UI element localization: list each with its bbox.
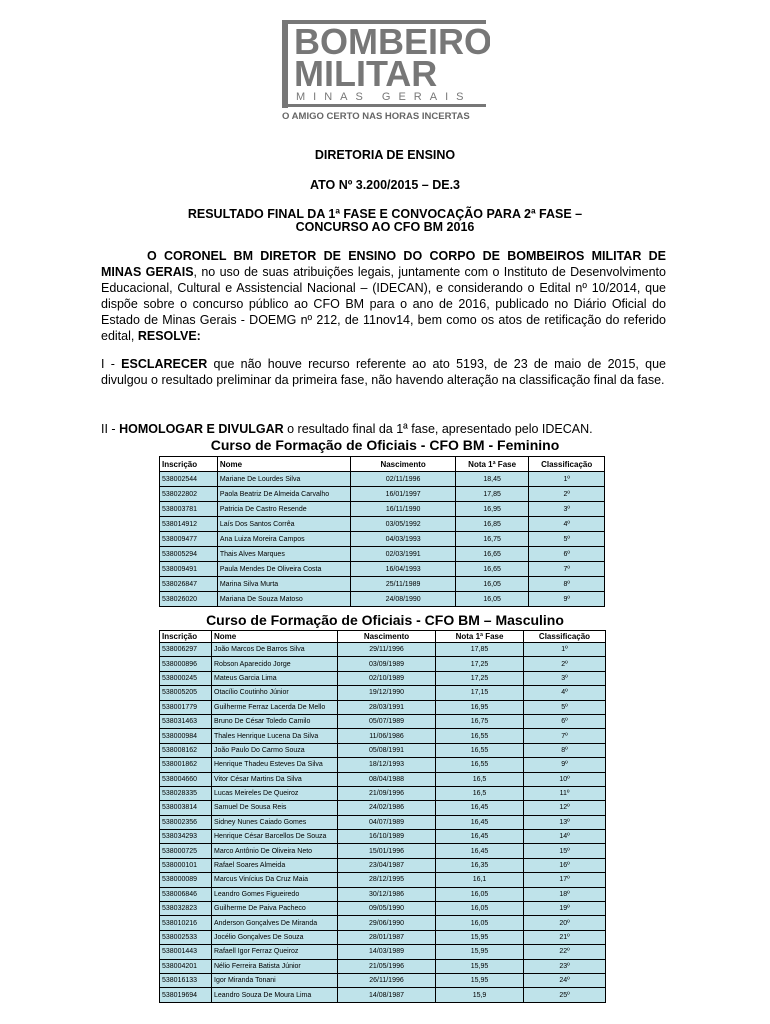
cell-classificacao: 5º <box>529 532 605 547</box>
cell-nota: 16,55 <box>436 729 524 743</box>
col-nascimento: Nascimento <box>351 457 456 472</box>
table-feminino <box>159 456 605 607</box>
cell-inscricao: 538031463 <box>160 714 212 728</box>
table-row <box>160 873 606 887</box>
cell-classificacao: 3º <box>524 671 606 685</box>
cell-classificacao: 11º <box>524 786 606 800</box>
cell-classificacao: 8º <box>524 743 606 757</box>
cell-nascimento: 16/04/1993 <box>351 562 456 577</box>
cell-nota: 17,85 <box>436 643 524 657</box>
p3-text: o resultado final da 1ª fase, apresentado pelo IDECAN. <box>283 422 593 436</box>
table-row <box>160 830 606 844</box>
table-row <box>160 930 606 944</box>
cell-classificacao: 3º <box>529 502 605 517</box>
table-row <box>160 502 605 517</box>
cell-nota: 17,15 <box>436 686 524 700</box>
cell-inscricao: 538001443 <box>160 945 212 959</box>
p2-text: que não houve recurso referente ao ato 5193, de 23 de maio de 2015, que divulgou o resultado preliminar da primeira fase, não havendo alteração na classificação final da fase. <box>101 357 666 387</box>
cell-nome: Marina Silva Murta <box>217 577 351 592</box>
cell-classificacao: 17º <box>524 873 606 887</box>
table-row <box>160 671 606 685</box>
cell-classificacao: 1º <box>524 643 606 657</box>
cell-classificacao: 10º <box>524 772 606 786</box>
cell-nota: 16,65 <box>455 547 528 562</box>
table-row <box>160 487 605 502</box>
cell-nome: Sidney Nunes Caiado Gomes <box>212 815 338 829</box>
cell-nome: Mateus Garcia Lima <box>212 671 338 685</box>
cell-nota: 18,45 <box>455 472 528 487</box>
table-row <box>160 714 606 728</box>
cell-nome: Lucas Meireles De Queiroz <box>212 786 338 800</box>
bombeiro-militar-logo <box>280 20 490 120</box>
cell-nota: 16,05 <box>436 887 524 901</box>
cell-nascimento: 19/12/1990 <box>338 686 436 700</box>
cell-classificacao: 20º <box>524 916 606 930</box>
cell-nascimento: 05/07/1989 <box>338 714 436 728</box>
cell-nascimento: 04/07/1989 <box>338 815 436 829</box>
cell-classificacao: 23º <box>524 959 606 973</box>
table-row <box>160 844 606 858</box>
table-row <box>160 729 606 743</box>
cell-nascimento: 21/09/1996 <box>338 786 436 800</box>
cell-inscricao: 538014912 <box>160 517 218 532</box>
cell-nota: 16,1 <box>436 873 524 887</box>
cell-nota: 16,05 <box>455 577 528 592</box>
cell-inscricao: 538000896 <box>160 657 212 671</box>
cell-nascimento: 16/11/1990 <box>351 502 456 517</box>
cell-inscricao: 538003814 <box>160 801 212 815</box>
cell-classificacao: 8º <box>529 577 605 592</box>
cell-nascimento: 28/01/1987 <box>338 930 436 944</box>
cell-nascimento: 09/05/1990 <box>338 902 436 916</box>
cell-nome: Rafaell Igor Ferraz Queiroz <box>212 945 338 959</box>
col-nome: Nome <box>212 631 338 643</box>
cell-classificacao: 5º <box>524 700 606 714</box>
p1-bold: O CORONEL BM DIRETOR DE ENSINO DO CORPO DE BOMBEIROS MILITAR DE MINAS GERAIS <box>101 249 666 279</box>
cell-nome: Anderson Gonçalves De Miranda <box>212 916 338 930</box>
col-nome: Nome <box>217 457 351 472</box>
table-row <box>160 517 605 532</box>
cell-inscricao: 538034293 <box>160 830 212 844</box>
cell-inscricao: 538009491 <box>160 562 218 577</box>
cell-nascimento: 14/03/1989 <box>338 945 436 959</box>
cell-nota: 16,45 <box>436 844 524 858</box>
cell-nascimento: 03/09/1989 <box>338 657 436 671</box>
col-classificacao: Classificação <box>524 631 606 643</box>
cell-nascimento: 29/11/1996 <box>338 643 436 657</box>
act-number: ATO Nº 3.200/2015 – DE.3 <box>309 178 461 192</box>
logo-line2: MILITAR <box>294 53 438 94</box>
cell-classificacao: 6º <box>524 714 606 728</box>
cell-nome: Jocélio Gonçalves De Souza <box>212 930 338 944</box>
cell-inscricao: 538002544 <box>160 472 218 487</box>
cell-nome: Guilherme De Paiva Pacheco <box>212 902 338 916</box>
table-row <box>160 988 606 1002</box>
cell-nome: Thales Henrique Lucena Da Silva <box>212 729 338 743</box>
cell-nome: Guilherme Ferraz Lacerda De Mello <box>212 700 338 714</box>
cell-nome: Henrique César Barcellos De Souza <box>212 830 338 844</box>
cell-nota: 16,35 <box>436 858 524 872</box>
cell-nome: Marco Antônio De Oliveira Neto <box>212 844 338 858</box>
cell-nascimento: 14/08/1987 <box>338 988 436 1002</box>
table-fem-title: Curso de Formação de Oficiais - CFO BM - Feminino <box>210 437 560 453</box>
table-row <box>160 562 605 577</box>
table-row <box>160 577 605 592</box>
cell-nome: Robson Aparecido Jorge <box>212 657 338 671</box>
cell-nascimento: 28/12/1995 <box>338 873 436 887</box>
cell-nascimento: 02/10/1989 <box>338 671 436 685</box>
cell-inscricao: 538010216 <box>160 916 212 930</box>
col-nota: Nota 1ª Fase <box>436 631 524 643</box>
cell-nascimento: 04/03/1993 <box>351 532 456 547</box>
cell-classificacao: 1º <box>529 472 605 487</box>
cell-nascimento: 16/10/1989 <box>338 830 436 844</box>
cell-inscricao: 538001779 <box>160 700 212 714</box>
cell-nascimento: 21/05/1996 <box>338 959 436 973</box>
cell-classificacao: 4º <box>529 517 605 532</box>
cell-inscricao: 538009477 <box>160 532 218 547</box>
table-row <box>160 700 606 714</box>
cell-classificacao: 7º <box>524 729 606 743</box>
cell-nota: 16,45 <box>436 830 524 844</box>
table-row <box>160 758 606 772</box>
cell-nota: 16,55 <box>436 743 524 757</box>
cell-nome: Paola Beatriz De Almeida Carvalho <box>217 487 351 502</box>
table-row <box>160 916 606 930</box>
cell-inscricao: 538008162 <box>160 743 212 757</box>
col-classificacao: Classificação <box>529 457 605 472</box>
cell-nome: Marcus Vinícius Da Cruz Maia <box>212 873 338 887</box>
cell-nota: 16,05 <box>436 902 524 916</box>
cell-nome: Otacílio Coutinho Júnior <box>212 686 338 700</box>
cell-nome: Leandro Souza De Moura Lima <box>212 988 338 1002</box>
cell-classificacao: 4º <box>524 686 606 700</box>
table-row <box>160 858 606 872</box>
cell-nota: 16,75 <box>455 532 528 547</box>
cell-classificacao: 6º <box>529 547 605 562</box>
cell-classificacao: 7º <box>529 562 605 577</box>
table-row <box>160 959 606 973</box>
p1-resolve: RESOLVE: <box>137 329 201 343</box>
cell-nome: Bruno De César Toledo Camilo <box>212 714 338 728</box>
cell-classificacao: 13º <box>524 815 606 829</box>
logo-tagline: O AMIGO CERTO NAS HORAS INCERTAS <box>282 111 470 120</box>
p2-prefix: I - <box>101 357 122 371</box>
cell-inscricao: 538001862 <box>160 758 212 772</box>
table-row <box>160 801 606 815</box>
cell-classificacao: 21º <box>524 930 606 944</box>
cell-inscricao: 538026847 <box>160 577 218 592</box>
cell-nota: 15,95 <box>436 945 524 959</box>
table-row <box>160 743 606 757</box>
cell-nota: 16,45 <box>436 815 524 829</box>
cell-nota: 17,25 <box>436 657 524 671</box>
cell-inscricao: 538026020 <box>160 592 218 607</box>
cell-nome: Igor Miranda Tonani <box>212 973 338 987</box>
cell-inscricao: 538028335 <box>160 786 212 800</box>
table-row <box>160 532 605 547</box>
table-row <box>160 657 606 671</box>
subject-line2: CONCURSO AO CFO BM 2016 <box>295 220 475 234</box>
cell-nome: Leandro Gomes Figueiredo <box>212 887 338 901</box>
cell-nascimento: 29/06/1990 <box>338 916 436 930</box>
cell-inscricao: 538000245 <box>160 671 212 685</box>
cell-nascimento: 30/12/1986 <box>338 887 436 901</box>
cell-nome: Laís Dos Santos Corrêa <box>217 517 351 532</box>
cell-inscricao: 538002356 <box>160 815 212 829</box>
cell-nome: Paula Mendes De Oliveira Costa <box>217 562 351 577</box>
cell-inscricao: 538000089 <box>160 873 212 887</box>
cell-nome: João Marcos De Barros Silva <box>212 643 338 657</box>
cell-nascimento: 25/11/1989 <box>351 577 456 592</box>
table-row <box>160 592 605 607</box>
cell-classificacao: 22º <box>524 945 606 959</box>
cell-inscricao: 538002533 <box>160 930 212 944</box>
item-ii-paragraph <box>101 421 666 437</box>
p2-bold: ESCLARECER <box>121 357 208 371</box>
table-row <box>160 472 605 487</box>
cell-nome: Vitor César Martins Da Silva <box>212 772 338 786</box>
cell-classificacao: 2º <box>524 657 606 671</box>
directorate-heading: DIRETORIA DE ENSINO <box>314 148 456 162</box>
cell-nascimento: 16/01/1997 <box>351 487 456 502</box>
cell-classificacao: 24º <box>524 973 606 987</box>
col-nascimento: Nascimento <box>338 631 436 643</box>
cell-inscricao: 538019694 <box>160 988 212 1002</box>
cell-nota: 17,25 <box>436 671 524 685</box>
cell-classificacao: 19º <box>524 902 606 916</box>
cell-classificacao: 18º <box>524 887 606 901</box>
cell-nome: Mariana De Souza Matoso <box>217 592 351 607</box>
cell-nome: Ana Luiza Moreira Campos <box>217 532 351 547</box>
cell-nascimento: 24/08/1990 <box>351 592 456 607</box>
table-row <box>160 772 606 786</box>
logo-line1: BOMBEIRO <box>294 21 490 62</box>
cell-nascimento: 02/03/1991 <box>351 547 456 562</box>
cell-nota: 17,85 <box>455 487 528 502</box>
cell-inscricao: 538005205 <box>160 686 212 700</box>
cell-nota: 16,85 <box>455 517 528 532</box>
cell-nascimento: 08/04/1988 <box>338 772 436 786</box>
resolution-paragraph <box>101 248 666 344</box>
cell-nascimento: 02/11/1996 <box>351 472 456 487</box>
cell-nota: 16,05 <box>436 916 524 930</box>
cell-nota: 16,75 <box>436 714 524 728</box>
table-row <box>160 945 606 959</box>
cell-classificacao: 2º <box>529 487 605 502</box>
table-row <box>160 786 606 800</box>
col-nota: Nota 1ª Fase <box>455 457 528 472</box>
cell-nome: Samuel De Sousa Reis <box>212 801 338 815</box>
cell-inscricao: 538005294 <box>160 547 218 562</box>
cell-nascimento: 28/03/1991 <box>338 700 436 714</box>
subject-line1: RESULTADO FINAL DA 1ª FASE E CONVOCAÇÃO PARA 2ª FASE – <box>187 207 583 221</box>
cell-nota: 15,95 <box>436 959 524 973</box>
cell-nascimento: 11/06/1986 <box>338 729 436 743</box>
table-row <box>160 686 606 700</box>
table-row <box>160 547 605 562</box>
cell-classificacao: 14º <box>524 830 606 844</box>
table-row <box>160 973 606 987</box>
cell-nome: Thais Alves Marques <box>217 547 351 562</box>
p1-text: , no uso de suas atribuições legais, juntamente com o Instituto de Desenvolvimento Educacional, Cultural e Assistencial Nacional – (IDECAN), e considerando o Edital nº 10/2014, que dispõe sobre o concurso público ao CFO BM para o ano de 2016, publicado no Diário Oficial do Estado de Minas Gerais - DOEMG nº 212, de 11nov14, bem como os atos de retificação do referido edital, <box>101 265 666 343</box>
cell-classificacao: 9º <box>529 592 605 607</box>
cell-nascimento: 26/11/1996 <box>338 973 436 987</box>
cell-nascimento: 05/08/1991 <box>338 743 436 757</box>
cell-nascimento: 23/04/1987 <box>338 858 436 872</box>
cell-inscricao: 538000725 <box>160 844 212 858</box>
cell-inscricao: 538032823 <box>160 902 212 916</box>
cell-nascimento: 03/05/1992 <box>351 517 456 532</box>
cell-inscricao: 538004660 <box>160 772 212 786</box>
p3-prefix: II - <box>101 422 120 436</box>
cell-nascimento: 15/01/1996 <box>338 844 436 858</box>
cell-inscricao: 538022802 <box>160 487 218 502</box>
p3-bold: HOMOLOGAR E DIVULGAR <box>119 422 284 436</box>
cell-classificacao: 16º <box>524 858 606 872</box>
table-row <box>160 902 606 916</box>
cell-nascimento: 18/12/1993 <box>338 758 436 772</box>
cell-classificacao: 25º <box>524 988 606 1002</box>
cell-nascimento: 24/02/1986 <box>338 801 436 815</box>
cell-inscricao: 538000101 <box>160 858 212 872</box>
table-row <box>160 643 606 657</box>
table-masculino <box>159 630 606 1003</box>
cell-inscricao: 538004201 <box>160 959 212 973</box>
cell-nota: 15,9 <box>436 988 524 1002</box>
cell-inscricao: 538016133 <box>160 973 212 987</box>
cell-nota: 16,95 <box>455 502 528 517</box>
cell-nome: Nélio Ferreira Batista Júnior <box>212 959 338 973</box>
table-masc-title: Curso de Formação de Oficiais - CFO BM – Masculino <box>206 612 564 628</box>
cell-nota: 16,05 <box>455 592 528 607</box>
cell-inscricao: 538003781 <box>160 502 218 517</box>
col-inscricao: Inscrição <box>160 631 212 643</box>
cell-inscricao: 538000984 <box>160 729 212 743</box>
cell-nome: João Paulo Do Carmo Souza <box>212 743 338 757</box>
cell-nota: 16,65 <box>455 562 528 577</box>
cell-nota: 16,5 <box>436 772 524 786</box>
cell-nome: Henrique Thadeu Esteves Da Silva <box>212 758 338 772</box>
cell-inscricao: 538006846 <box>160 887 212 901</box>
col-inscricao: Inscrição <box>160 457 218 472</box>
table-row <box>160 815 606 829</box>
cell-nome: Rafael Soares Almeida <box>212 858 338 872</box>
cell-classificacao: 12º <box>524 801 606 815</box>
cell-classificacao: 9º <box>524 758 606 772</box>
cell-nota: 16,45 <box>436 801 524 815</box>
table-row <box>160 887 606 901</box>
cell-nome: Patricia De Castro Resende <box>217 502 351 517</box>
item-i-paragraph <box>101 356 666 388</box>
logo-line3: MINAS GERAIS <box>296 91 472 103</box>
cell-nota: 16,5 <box>436 786 524 800</box>
cell-inscricao: 538006297 <box>160 643 212 657</box>
cell-nome: Mariane De Lourdes Silva <box>217 472 351 487</box>
cell-nota: 16,95 <box>436 700 524 714</box>
cell-nota: 16,55 <box>436 758 524 772</box>
cell-nota: 15,95 <box>436 930 524 944</box>
cell-nota: 15,95 <box>436 973 524 987</box>
cell-classificacao: 15º <box>524 844 606 858</box>
